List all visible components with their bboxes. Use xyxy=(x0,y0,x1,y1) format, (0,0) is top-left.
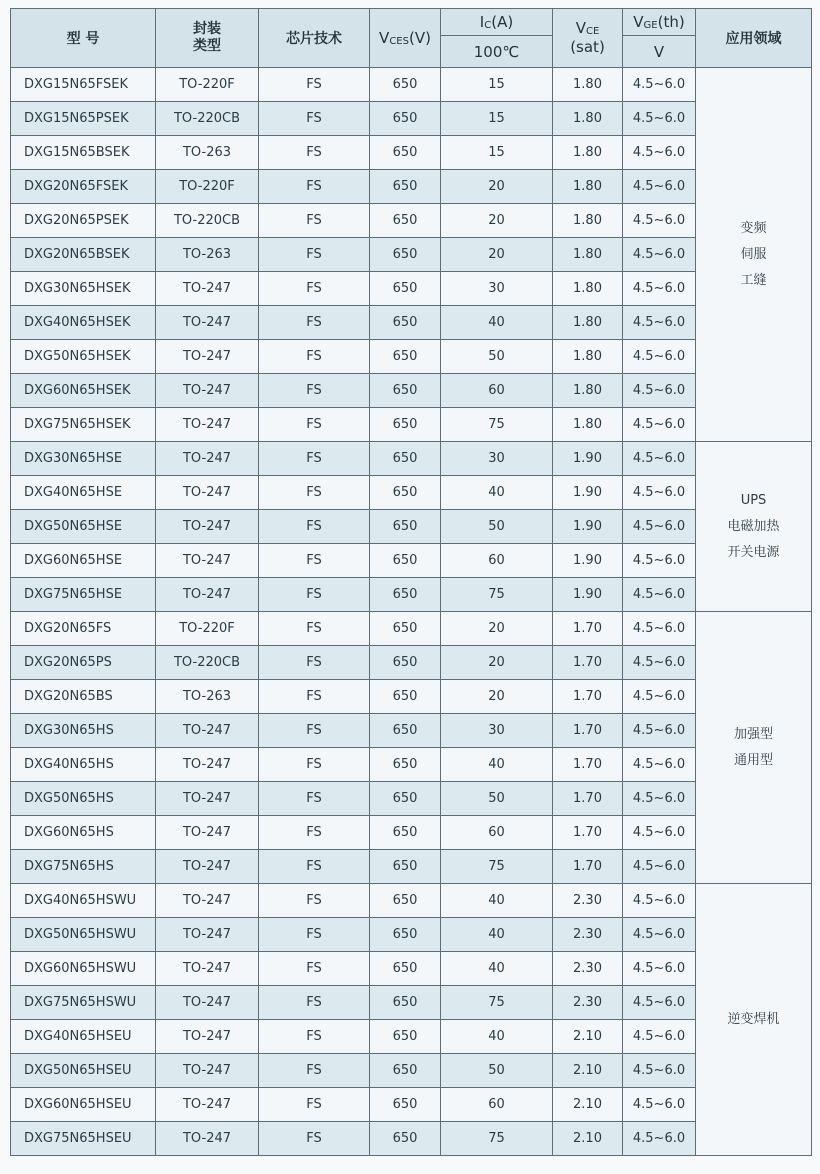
cell-vge: 4.5~6.0 xyxy=(623,680,696,714)
cell-model: DXG20N65PSEK xyxy=(11,204,156,238)
cell-model: DXG50N65HSWU xyxy=(11,918,156,952)
cell-model: DXG75N65HSE xyxy=(11,578,156,612)
cell-vce: 1.80 xyxy=(553,136,623,170)
table-row xyxy=(11,238,812,272)
cell-vge: 4.5~6.0 xyxy=(623,306,696,340)
cell-vge: 4.5~6.0 xyxy=(623,850,696,884)
header-vge-symbol: V xyxy=(633,13,644,31)
cell-ic: 20 xyxy=(441,204,553,238)
cell-model: DXG40N65HSEK xyxy=(11,306,156,340)
cell-chip: FS xyxy=(259,952,370,986)
cell-model: DXG20N65PS xyxy=(11,646,156,680)
cell-model: DXG20N65FSEK xyxy=(11,170,156,204)
cell-vge: 4.5~6.0 xyxy=(623,952,696,986)
cell-vce: 1.90 xyxy=(553,510,623,544)
cell-vge: 4.5~6.0 xyxy=(623,918,696,952)
cell-vces: 650 xyxy=(370,272,441,306)
table-row xyxy=(11,918,812,952)
cell-package: TO-247 xyxy=(156,1122,259,1156)
cell-package: TO-247 xyxy=(156,850,259,884)
cell-ic: 40 xyxy=(441,1020,553,1054)
cell-ic: 75 xyxy=(441,408,553,442)
cell-model: DXG15N65BSEK xyxy=(11,136,156,170)
cell-ic: 50 xyxy=(441,1054,553,1088)
cell-package: TO-247 xyxy=(156,782,259,816)
cell-vces: 650 xyxy=(370,952,441,986)
header-vces-sub: CES xyxy=(389,36,409,47)
table-row xyxy=(11,136,812,170)
cell-vce: 1.90 xyxy=(553,442,623,476)
cell-vces: 650 xyxy=(370,442,441,476)
cell-ic: 75 xyxy=(441,578,553,612)
header-package xyxy=(156,9,259,68)
table-row xyxy=(11,340,812,374)
cell-vge: 4.5~6.0 xyxy=(623,884,696,918)
cell-vge: 4.5~6.0 xyxy=(623,1122,696,1156)
cell-ic: 40 xyxy=(441,748,553,782)
cell-package: TO-247 xyxy=(156,306,259,340)
table-row xyxy=(11,204,812,238)
cell-vge: 4.5~6.0 xyxy=(623,102,696,136)
cell-package: TO-247 xyxy=(156,442,259,476)
header-vces xyxy=(370,9,441,68)
header-package-line1: 封装 xyxy=(193,21,221,37)
cell-vce: 2.30 xyxy=(553,952,623,986)
cell-ic: 40 xyxy=(441,476,553,510)
cell-vces: 650 xyxy=(370,408,441,442)
header-ic xyxy=(441,9,553,36)
cell-chip: FS xyxy=(259,340,370,374)
cell-vge: 4.5~6.0 xyxy=(623,136,696,170)
cell-model: DXG75N65HSWU xyxy=(11,986,156,1020)
cell-chip: FS xyxy=(259,748,370,782)
cell-package: TO-247 xyxy=(156,1020,259,1054)
cell-vge: 4.5~6.0 xyxy=(623,408,696,442)
cell-model: DXG40N65HSE xyxy=(11,476,156,510)
cell-vces: 650 xyxy=(370,748,441,782)
application-line: 加强型 xyxy=(733,726,773,742)
cell-package: TO-247 xyxy=(156,1088,259,1122)
table-row xyxy=(11,68,812,102)
cell-package: TO-247 xyxy=(156,408,259,442)
cell-vces: 650 xyxy=(370,476,441,510)
cell-vce: 1.80 xyxy=(553,68,623,102)
cell-vge: 4.5~6.0 xyxy=(623,1088,696,1122)
cell-ic: 20 xyxy=(441,238,553,272)
cell-ic: 15 xyxy=(441,68,553,102)
cell-vce: 1.70 xyxy=(553,714,623,748)
cell-vce: 1.80 xyxy=(553,238,623,272)
application-line: 电磁加热 xyxy=(727,518,780,534)
cell-model: DXG75N65HSEU xyxy=(11,1122,156,1156)
header-vces-unit: (V) xyxy=(408,29,431,47)
cell-chip: FS xyxy=(259,918,370,952)
cell-chip: FS xyxy=(259,136,370,170)
cell-ic: 50 xyxy=(441,782,553,816)
cell-vce: 1.90 xyxy=(553,476,623,510)
cell-chip: FS xyxy=(259,544,370,578)
application-line: 开关电源 xyxy=(727,544,780,560)
header-vces-symbol: V xyxy=(379,29,390,47)
header-chip: 芯片技术 xyxy=(259,9,370,68)
table-row xyxy=(11,510,812,544)
cell-vce: 1.80 xyxy=(553,374,623,408)
cell-package: TO-220CB xyxy=(156,204,259,238)
cell-vces: 650 xyxy=(370,612,441,646)
cell-chip: FS xyxy=(259,238,370,272)
cell-model: DXG50N65HSEK xyxy=(11,340,156,374)
header-model: 型 号 xyxy=(11,9,156,68)
table-row xyxy=(11,408,812,442)
cell-ic: 40 xyxy=(441,884,553,918)
header-vge-sub: GE xyxy=(643,20,658,31)
cell-vces: 650 xyxy=(370,374,441,408)
cell-vce: 1.70 xyxy=(553,680,623,714)
cell-vce: 1.80 xyxy=(553,408,623,442)
cell-ic: 15 xyxy=(441,102,553,136)
cell-package: TO-247 xyxy=(156,272,259,306)
table-row xyxy=(11,646,812,680)
cell-model: DXG75N65HS xyxy=(11,850,156,884)
cell-vge: 4.5~6.0 xyxy=(623,1054,696,1088)
cell-model: DXG40N65HS xyxy=(11,748,156,782)
cell-vce: 1.80 xyxy=(553,204,623,238)
cell-chip: FS xyxy=(259,1054,370,1088)
cell-ic: 75 xyxy=(441,1122,553,1156)
application-line: 通用型 xyxy=(733,752,773,768)
cell-chip: FS xyxy=(259,782,370,816)
cell-model: DXG20N65BSEK xyxy=(11,238,156,272)
table-row xyxy=(11,816,812,850)
cell-vce: 1.80 xyxy=(553,340,623,374)
table-row xyxy=(11,714,812,748)
cell-ic: 60 xyxy=(441,816,553,850)
cell-package: TO-247 xyxy=(156,476,259,510)
cell-vce: 1.90 xyxy=(553,578,623,612)
cell-package: TO-247 xyxy=(156,578,259,612)
table-row xyxy=(11,850,812,884)
cell-model: DXG60N65HSEU xyxy=(11,1088,156,1122)
table-row xyxy=(11,272,812,306)
header-vce xyxy=(553,9,623,68)
cell-chip: FS xyxy=(259,170,370,204)
cell-vces: 650 xyxy=(370,510,441,544)
cell-ic: 20 xyxy=(441,170,553,204)
header-vge-th: (th) xyxy=(657,13,685,31)
cell-package: TO-247 xyxy=(156,1054,259,1088)
cell-ic: 15 xyxy=(441,136,553,170)
cell-ic: 20 xyxy=(441,646,553,680)
cell-ic: 40 xyxy=(441,918,553,952)
table-row xyxy=(11,476,812,510)
table-row xyxy=(11,952,812,986)
cell-vge: 4.5~6.0 xyxy=(623,714,696,748)
cell-vge: 4.5~6.0 xyxy=(623,1020,696,1054)
cell-package: TO-220CB xyxy=(156,646,259,680)
cell-vge: 4.5~6.0 xyxy=(623,646,696,680)
header-vce-symbol: V xyxy=(575,19,586,37)
table-row xyxy=(11,102,812,136)
cell-ic: 30 xyxy=(441,442,553,476)
cell-vce: 1.70 xyxy=(553,646,623,680)
cell-vces: 650 xyxy=(370,986,441,1020)
table-row xyxy=(11,578,812,612)
cell-chip: FS xyxy=(259,680,370,714)
cell-ic: 60 xyxy=(441,1088,553,1122)
cell-chip: FS xyxy=(259,204,370,238)
cell-chip: FS xyxy=(259,1088,370,1122)
cell-model: DXG15N65PSEK xyxy=(11,102,156,136)
cell-vce: 1.70 xyxy=(553,782,623,816)
application-cell xyxy=(696,884,812,1156)
header-vge xyxy=(623,9,696,36)
cell-ic: 30 xyxy=(441,272,553,306)
cell-model: DXG60N65HSEK xyxy=(11,374,156,408)
cell-chip: FS xyxy=(259,1122,370,1156)
cell-package: TO-263 xyxy=(156,238,259,272)
cell-vge: 4.5~6.0 xyxy=(623,816,696,850)
cell-package: TO-220CB xyxy=(156,102,259,136)
cell-vge: 4.5~6.0 xyxy=(623,986,696,1020)
cell-model: DXG30N65HSEK xyxy=(11,272,156,306)
cell-vge: 4.5~6.0 xyxy=(623,238,696,272)
table-row xyxy=(11,306,812,340)
cell-vces: 650 xyxy=(370,1088,441,1122)
cell-chip: FS xyxy=(259,816,370,850)
cell-vge: 4.5~6.0 xyxy=(623,374,696,408)
cell-model: DXG50N65HSEU xyxy=(11,1054,156,1088)
cell-vces: 650 xyxy=(370,136,441,170)
cell-vces: 650 xyxy=(370,1054,441,1088)
cell-package: TO-247 xyxy=(156,816,259,850)
cell-package: TO-247 xyxy=(156,748,259,782)
cell-vge: 4.5~6.0 xyxy=(623,170,696,204)
cell-vge: 4.5~6.0 xyxy=(623,68,696,102)
cell-vce: 1.70 xyxy=(553,816,623,850)
cell-chip: FS xyxy=(259,850,370,884)
cell-vge: 4.5~6.0 xyxy=(623,204,696,238)
table-row xyxy=(11,1054,812,1088)
cell-chip: FS xyxy=(259,646,370,680)
cell-package: TO-263 xyxy=(156,136,259,170)
cell-vces: 650 xyxy=(370,204,441,238)
application-line: 伺服 xyxy=(740,246,767,262)
cell-model: DXG20N65FS xyxy=(11,612,156,646)
cell-package: TO-247 xyxy=(156,340,259,374)
cell-ic: 40 xyxy=(441,952,553,986)
igbt-spec-table xyxy=(10,8,812,1156)
cell-ic: 20 xyxy=(441,680,553,714)
table-row xyxy=(11,1088,812,1122)
cell-vces: 650 xyxy=(370,646,441,680)
cell-model: DXG60N65HS xyxy=(11,816,156,850)
cell-ic: 20 xyxy=(441,612,553,646)
cell-chip: FS xyxy=(259,510,370,544)
cell-vces: 650 xyxy=(370,306,441,340)
cell-chip: FS xyxy=(259,442,370,476)
cell-package: TO-247 xyxy=(156,510,259,544)
cell-chip: FS xyxy=(259,578,370,612)
cell-package: TO-247 xyxy=(156,374,259,408)
cell-vce: 1.90 xyxy=(553,544,623,578)
cell-model: DXG50N65HSE xyxy=(11,510,156,544)
cell-chip: FS xyxy=(259,408,370,442)
cell-vce: 2.10 xyxy=(553,1054,623,1088)
cell-vce: 1.80 xyxy=(553,272,623,306)
cell-vge: 4.5~6.0 xyxy=(623,544,696,578)
cell-package: TO-220F xyxy=(156,170,259,204)
cell-vce: 2.30 xyxy=(553,918,623,952)
cell-vce: 2.30 xyxy=(553,884,623,918)
header-ic-symbol: I xyxy=(479,13,485,31)
cell-ic: 60 xyxy=(441,544,553,578)
cell-vge: 4.5~6.0 xyxy=(623,476,696,510)
cell-package: TO-247 xyxy=(156,918,259,952)
application-cell xyxy=(696,68,812,442)
cell-model: DXG50N65HS xyxy=(11,782,156,816)
cell-chip: FS xyxy=(259,476,370,510)
cell-vces: 650 xyxy=(370,102,441,136)
cell-chip: FS xyxy=(259,68,370,102)
cell-model: DXG30N65HS xyxy=(11,714,156,748)
cell-vces: 650 xyxy=(370,816,441,850)
application-line: UPS xyxy=(740,492,767,508)
cell-vces: 650 xyxy=(370,68,441,102)
cell-chip: FS xyxy=(259,884,370,918)
application-line: 工缝 xyxy=(740,272,767,288)
table-row xyxy=(11,374,812,408)
cell-ic: 40 xyxy=(441,306,553,340)
application-cell xyxy=(696,612,812,884)
cell-vce: 2.10 xyxy=(553,1020,623,1054)
cell-vce: 1.80 xyxy=(553,170,623,204)
table-row xyxy=(11,884,812,918)
cell-ic: 30 xyxy=(441,714,553,748)
cell-package: TO-220F xyxy=(156,68,259,102)
cell-vces: 650 xyxy=(370,578,441,612)
cell-vce: 1.80 xyxy=(553,306,623,340)
cell-ic: 50 xyxy=(441,510,553,544)
table-row xyxy=(11,782,812,816)
cell-model: DXG60N65HSE xyxy=(11,544,156,578)
header-vce-sub: CE xyxy=(585,26,600,37)
cell-model: DXG15N65FSEK xyxy=(11,68,156,102)
cell-vces: 650 xyxy=(370,850,441,884)
table-row xyxy=(11,680,812,714)
cell-package: TO-220F xyxy=(156,612,259,646)
cell-ic: 50 xyxy=(441,340,553,374)
cell-vge: 4.5~6.0 xyxy=(623,272,696,306)
cell-vce: 1.70 xyxy=(553,612,623,646)
cell-model: DXG40N65HSEU xyxy=(11,1020,156,1054)
cell-chip: FS xyxy=(259,1020,370,1054)
cell-vge: 4.5~6.0 xyxy=(623,442,696,476)
header-ic-unit: (A) xyxy=(491,13,514,31)
cell-chip: FS xyxy=(259,272,370,306)
cell-vce: 1.70 xyxy=(553,850,623,884)
cell-model: DXG75N65HSEK xyxy=(11,408,156,442)
cell-vge: 4.5~6.0 xyxy=(623,578,696,612)
cell-vces: 650 xyxy=(370,1020,441,1054)
table-row xyxy=(11,1122,812,1156)
header-vge-unit: V xyxy=(623,36,696,68)
cell-package: TO-247 xyxy=(156,884,259,918)
cell-vces: 650 xyxy=(370,714,441,748)
cell-vces: 650 xyxy=(370,680,441,714)
cell-vge: 4.5~6.0 xyxy=(623,748,696,782)
cell-vces: 650 xyxy=(370,340,441,374)
table-row xyxy=(11,1020,812,1054)
application-line: 逆变焊机 xyxy=(727,1011,780,1027)
cell-vce: 1.70 xyxy=(553,748,623,782)
table-row xyxy=(11,748,812,782)
cell-ic: 60 xyxy=(441,374,553,408)
header-ic-sub: C xyxy=(484,20,492,31)
cell-model: DXG40N65HSWU xyxy=(11,884,156,918)
table-row xyxy=(11,612,812,646)
header-ic-temp: 100℃ xyxy=(441,36,553,68)
cell-chip: FS xyxy=(259,612,370,646)
table-row xyxy=(11,544,812,578)
cell-vces: 650 xyxy=(370,884,441,918)
header-package-line2: 类型 xyxy=(193,38,221,54)
cell-package: TO-247 xyxy=(156,714,259,748)
cell-vces: 650 xyxy=(370,1122,441,1156)
table-row xyxy=(11,170,812,204)
cell-chip: FS xyxy=(259,306,370,340)
cell-chip: FS xyxy=(259,102,370,136)
cell-vge: 4.5~6.0 xyxy=(623,340,696,374)
cell-vces: 650 xyxy=(370,170,441,204)
table-body xyxy=(11,68,812,1156)
application-line: 变频 xyxy=(740,220,767,236)
cell-package: TO-247 xyxy=(156,952,259,986)
cell-ic: 75 xyxy=(441,850,553,884)
cell-vge: 4.5~6.0 xyxy=(623,510,696,544)
cell-vge: 4.5~6.0 xyxy=(623,782,696,816)
table-row xyxy=(11,442,812,476)
cell-package: TO-247 xyxy=(156,986,259,1020)
cell-ic: 75 xyxy=(441,986,553,1020)
application-cell xyxy=(696,442,812,612)
cell-chip: FS xyxy=(259,986,370,1020)
cell-vces: 650 xyxy=(370,782,441,816)
cell-vce: 2.30 xyxy=(553,986,623,1020)
cell-model: DXG60N65HSWU xyxy=(11,952,156,986)
cell-vce: 1.80 xyxy=(553,102,623,136)
cell-vce: 2.10 xyxy=(553,1088,623,1122)
cell-package: TO-263 xyxy=(156,680,259,714)
cell-vces: 650 xyxy=(370,918,441,952)
cell-vces: 650 xyxy=(370,544,441,578)
table-header xyxy=(11,9,812,68)
cell-chip: FS xyxy=(259,374,370,408)
header-vce-sat: (sat) xyxy=(570,38,605,56)
cell-vce: 2.10 xyxy=(553,1122,623,1156)
cell-vge: 4.5~6.0 xyxy=(623,612,696,646)
cell-model: DXG30N65HSE xyxy=(11,442,156,476)
cell-model: DXG20N65BS xyxy=(11,680,156,714)
table-row xyxy=(11,986,812,1020)
cell-chip: FS xyxy=(259,714,370,748)
cell-package: TO-247 xyxy=(156,544,259,578)
header-application: 应用领域 xyxy=(696,9,812,68)
cell-vces: 650 xyxy=(370,238,441,272)
